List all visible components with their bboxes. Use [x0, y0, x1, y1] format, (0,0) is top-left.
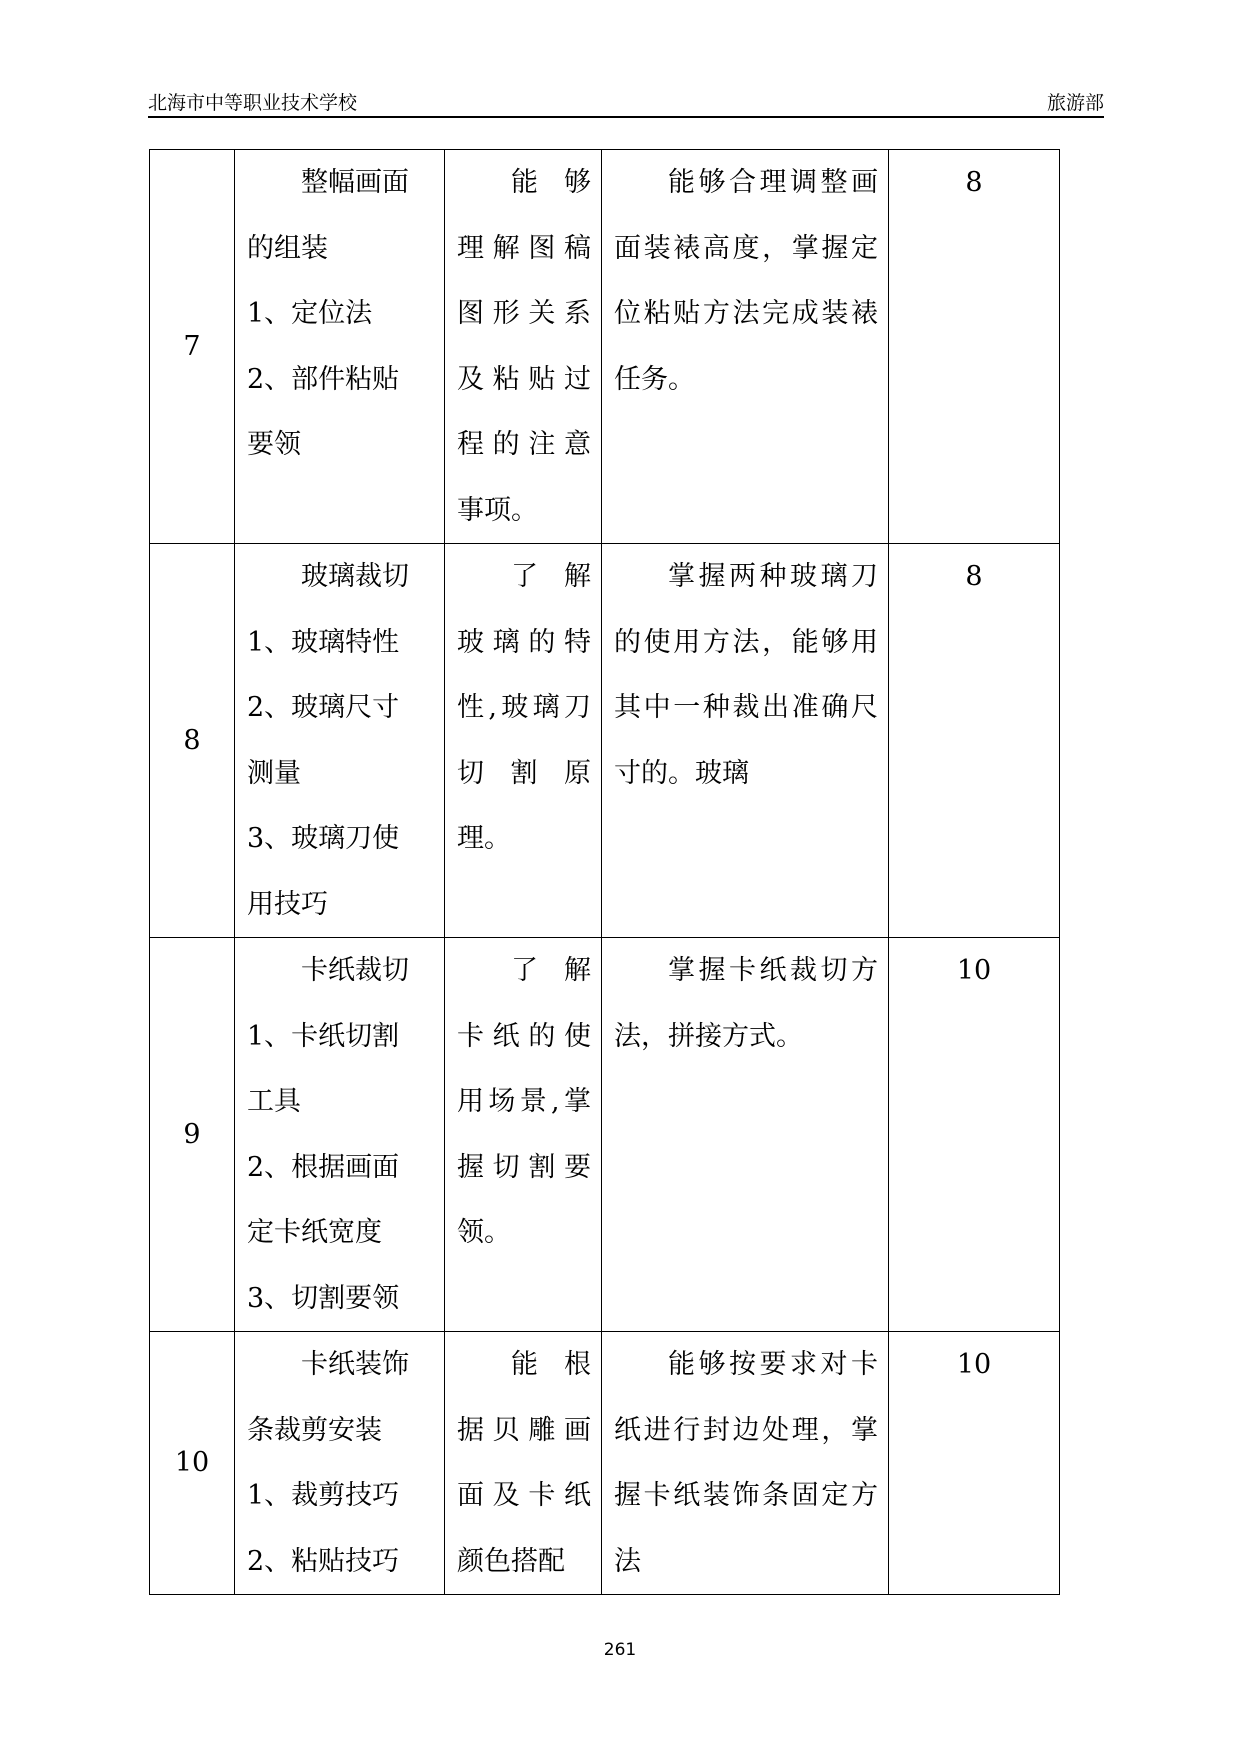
content-line: 整幅画面 — [301, 167, 409, 198]
content-line: 测量 — [247, 757, 301, 789]
content-line: 工具 — [247, 1086, 301, 1117]
knowledge-cell — [445, 1332, 602, 1595]
content-cell — [235, 544, 445, 938]
knowledge-text: 能够理解图稿图形关系及粘贴过程的注意事项。 — [457, 167, 591, 526]
content-line: 卡纸装饰 — [301, 1349, 409, 1380]
skill-cell — [602, 150, 889, 544]
content-line: 2、根据画面 — [247, 1151, 400, 1183]
content-line: 1、裁剪技巧 — [247, 1480, 400, 1511]
knowledge-text: 了解卡纸的使用场景,掌握切割要领。 — [457, 955, 591, 1248]
skill-cell — [602, 544, 889, 938]
table-row — [150, 150, 1060, 544]
row-number-cell: 9 — [150, 938, 235, 1332]
content-line: 要领 — [247, 429, 301, 460]
skill-text: 掌握卡纸裁切方法，拼接方式。 — [614, 955, 878, 1052]
content-cell — [235, 938, 445, 1332]
page-number: 261 — [603, 1640, 637, 1660]
row-number-cell: 10 — [150, 1332, 235, 1595]
skill-cell — [602, 1332, 889, 1595]
skill-cell — [602, 938, 889, 1332]
hours-cell: 10 — [889, 1332, 1060, 1595]
content-line: 1、卡纸切割 — [247, 1020, 400, 1052]
table-row — [150, 938, 1060, 1332]
content-line: 定卡纸宽度 — [247, 1217, 382, 1248]
content-line: 卡纸裁切 — [301, 955, 409, 986]
hours-cell: 8 — [889, 150, 1060, 544]
skill-text: 掌握两种玻璃刀的使用方法，能够用其中一种裁出准确尺寸的。玻璃 — [614, 561, 878, 789]
table-row — [150, 1332, 1060, 1595]
knowledge-cell — [445, 938, 602, 1332]
knowledge-text: 能根据贝雕画面及卡纸颜色搭配 — [457, 1349, 591, 1577]
school-name: 北海市中等职业技术学校 — [148, 92, 358, 114]
content-line: 2、玻璃尺寸 — [247, 692, 400, 723]
content-line: 1、定位法 — [247, 298, 373, 329]
content-line: 2、部件粘贴 — [247, 363, 400, 395]
knowledge-cell — [445, 544, 602, 938]
content-line: 用技巧 — [247, 888, 328, 920]
knowledge-cell — [445, 150, 602, 544]
skill-text: 能够按要求对卡纸进行封边处理，掌握卡纸装饰条固定方法 — [614, 1349, 878, 1577]
content-line: 1、玻璃特性 — [247, 626, 400, 658]
hours-cell: 10 — [889, 938, 1060, 1332]
curriculum-table — [149, 149, 1060, 1595]
content-line: 的组装 — [247, 232, 328, 264]
knowledge-text: 了解玻璃的特性,玻璃刀切割原理。 — [457, 561, 591, 854]
department-name: 旅游部 — [1046, 92, 1104, 114]
content-cell — [235, 1332, 445, 1595]
table-row — [150, 544, 1060, 938]
content-line: 条裁剪安装 — [247, 1414, 382, 1446]
content-line: 3、玻璃刀使 — [247, 823, 400, 854]
hours-cell: 8 — [889, 544, 1060, 938]
content-line: 玻璃裁切 — [301, 561, 409, 592]
row-number-cell: 7 — [150, 150, 235, 544]
content-line: 2、粘贴技巧 — [247, 1545, 400, 1577]
content-line: 3、切割要领 — [247, 1282, 400, 1314]
content-cell — [235, 150, 445, 544]
page-header — [148, 88, 1104, 118]
skill-text: 能够合理调整画面装裱高度，掌握定位粘贴方法完成装裱任务。 — [614, 167, 878, 395]
row-number-cell: 8 — [150, 544, 235, 938]
